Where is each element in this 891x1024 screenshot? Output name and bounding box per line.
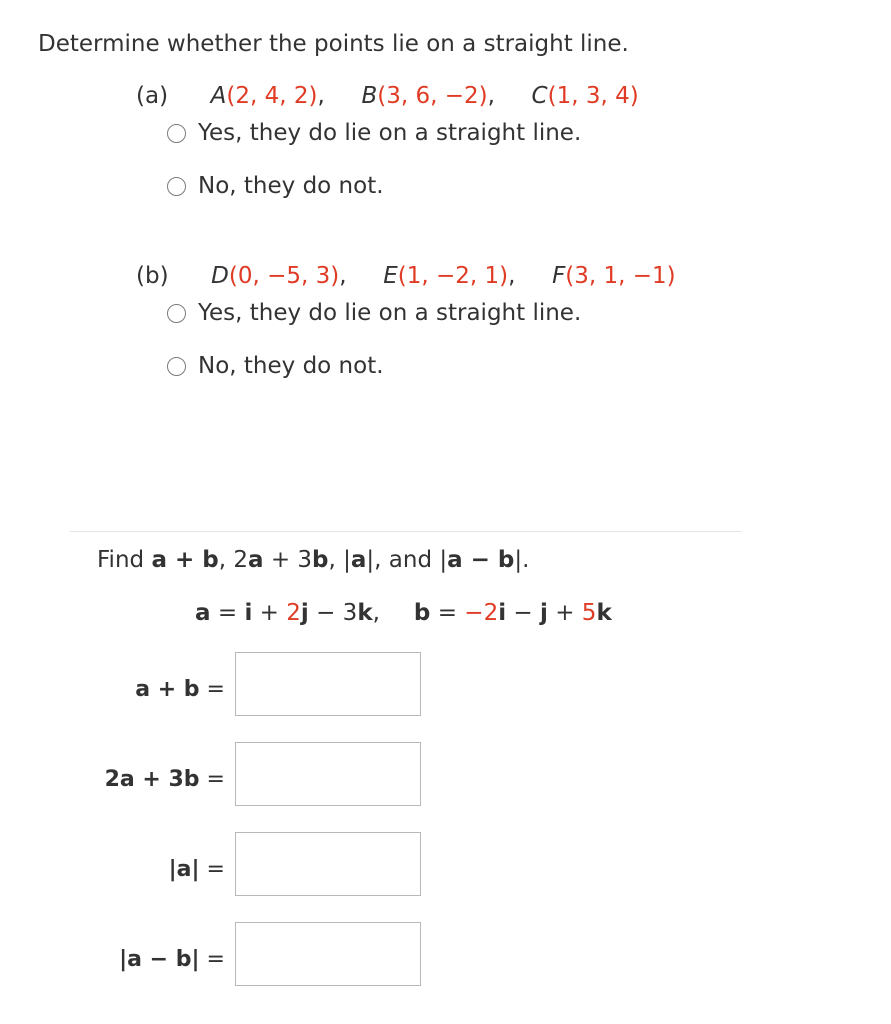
vec-b: b	[413, 600, 431, 626]
part-a-label: (a)	[136, 83, 169, 109]
option-label: No, they do not.	[198, 172, 384, 199]
label-text: a + b	[135, 677, 200, 702]
unit-i: i	[498, 600, 507, 626]
part-b-option-no[interactable]	[167, 352, 384, 380]
part-a-option-no[interactable]	[167, 172, 384, 200]
prompt-expr: a	[350, 547, 367, 573]
section-divider	[70, 531, 742, 532]
point-d-coords: (0, −5, 3)	[228, 263, 340, 289]
answer-input-2a-plus-3b[interactable]	[235, 742, 421, 806]
unit-i: i	[244, 600, 253, 626]
unit-j: j	[300, 600, 309, 626]
part-b-points	[136, 265, 676, 288]
radio-button[interactable]	[167, 304, 186, 323]
point-f-name: F	[552, 263, 566, 289]
eq: =	[210, 600, 245, 626]
answer-input-a-plus-b[interactable]	[235, 652, 421, 716]
prompt-expr: a + b	[151, 547, 219, 573]
point-a-name: A	[210, 83, 227, 109]
prompt-text: |.	[514, 547, 530, 573]
op: −	[506, 600, 540, 626]
coef: 2	[286, 600, 301, 626]
point-b-name: B	[361, 83, 378, 109]
prompt-text: , |	[328, 547, 351, 573]
part-a-option-yes[interactable]	[167, 119, 581, 147]
part-b-option-yes[interactable]	[167, 299, 581, 327]
label-mag-a	[169, 859, 225, 881]
option-label: No, they do not.	[198, 352, 384, 379]
label-mag-a-minus-b	[119, 949, 225, 971]
unit-k: k	[596, 600, 612, 626]
point-e-coords: (1, −2, 1)	[397, 263, 509, 289]
op: +	[547, 600, 582, 626]
problem1-prompt: Determine whether the points lie on a straight line.	[38, 31, 629, 57]
label-a-plus-b	[135, 679, 225, 701]
vec-a: a	[195, 600, 211, 626]
point-c-name: C	[531, 83, 548, 109]
prompt-expr: a	[247, 547, 264, 573]
given-vectors	[195, 602, 612, 625]
comma: ,	[372, 600, 380, 626]
option-label: Yes, they do lie on a straight line.	[198, 119, 582, 146]
radio-button[interactable]	[167, 177, 186, 196]
point-e-sep: ,	[508, 263, 516, 289]
part-b-label: (b)	[136, 263, 169, 289]
eq: =	[199, 677, 225, 702]
point-a-sep: ,	[317, 83, 325, 109]
prompt-text: |, and |	[366, 547, 448, 573]
prompt-text: Find	[97, 547, 152, 573]
point-b-coords: (3, 6, −2)	[377, 83, 488, 109]
op: −	[308, 600, 343, 626]
point-f-coords: (3, 1, −1)	[565, 263, 676, 289]
eq: =	[199, 767, 225, 792]
label-text: |a − b|	[119, 947, 200, 972]
eq: =	[199, 857, 225, 882]
prompt-expr: b	[312, 547, 329, 573]
coef: −2	[464, 600, 499, 626]
radio-button[interactable]	[167, 124, 186, 143]
point-a-coords: (2, 4, 2)	[226, 83, 318, 109]
coef: 3	[342, 600, 358, 626]
unit-k: k	[357, 600, 373, 626]
point-d-sep: ,	[339, 263, 347, 289]
label-2a-plus-3b	[105, 769, 225, 791]
point-b-sep: ,	[487, 83, 495, 109]
point-d-name: D	[211, 263, 229, 289]
op: +	[252, 600, 287, 626]
eq: =	[199, 947, 225, 972]
problem2-prompt	[97, 549, 529, 572]
eq: =	[430, 600, 465, 626]
label-text: 2a + 3b	[104, 767, 200, 792]
point-c-coords: (1, 3, 4)	[547, 83, 639, 109]
coef: 5	[581, 600, 597, 626]
unit-j: j	[540, 600, 548, 626]
prompt-text: + 3	[263, 547, 313, 573]
prompt-expr: a − b	[447, 547, 515, 573]
point-e-name: E	[383, 263, 398, 289]
answer-input-mag-a[interactable]	[235, 832, 421, 896]
part-a-points	[136, 85, 639, 108]
prompt-text: , 2	[218, 547, 248, 573]
answer-input-mag-a-minus-b[interactable]	[235, 922, 421, 986]
radio-button[interactable]	[167, 357, 186, 376]
option-label: Yes, they do lie on a straight line.	[198, 299, 582, 326]
label-text: |a|	[168, 857, 200, 882]
